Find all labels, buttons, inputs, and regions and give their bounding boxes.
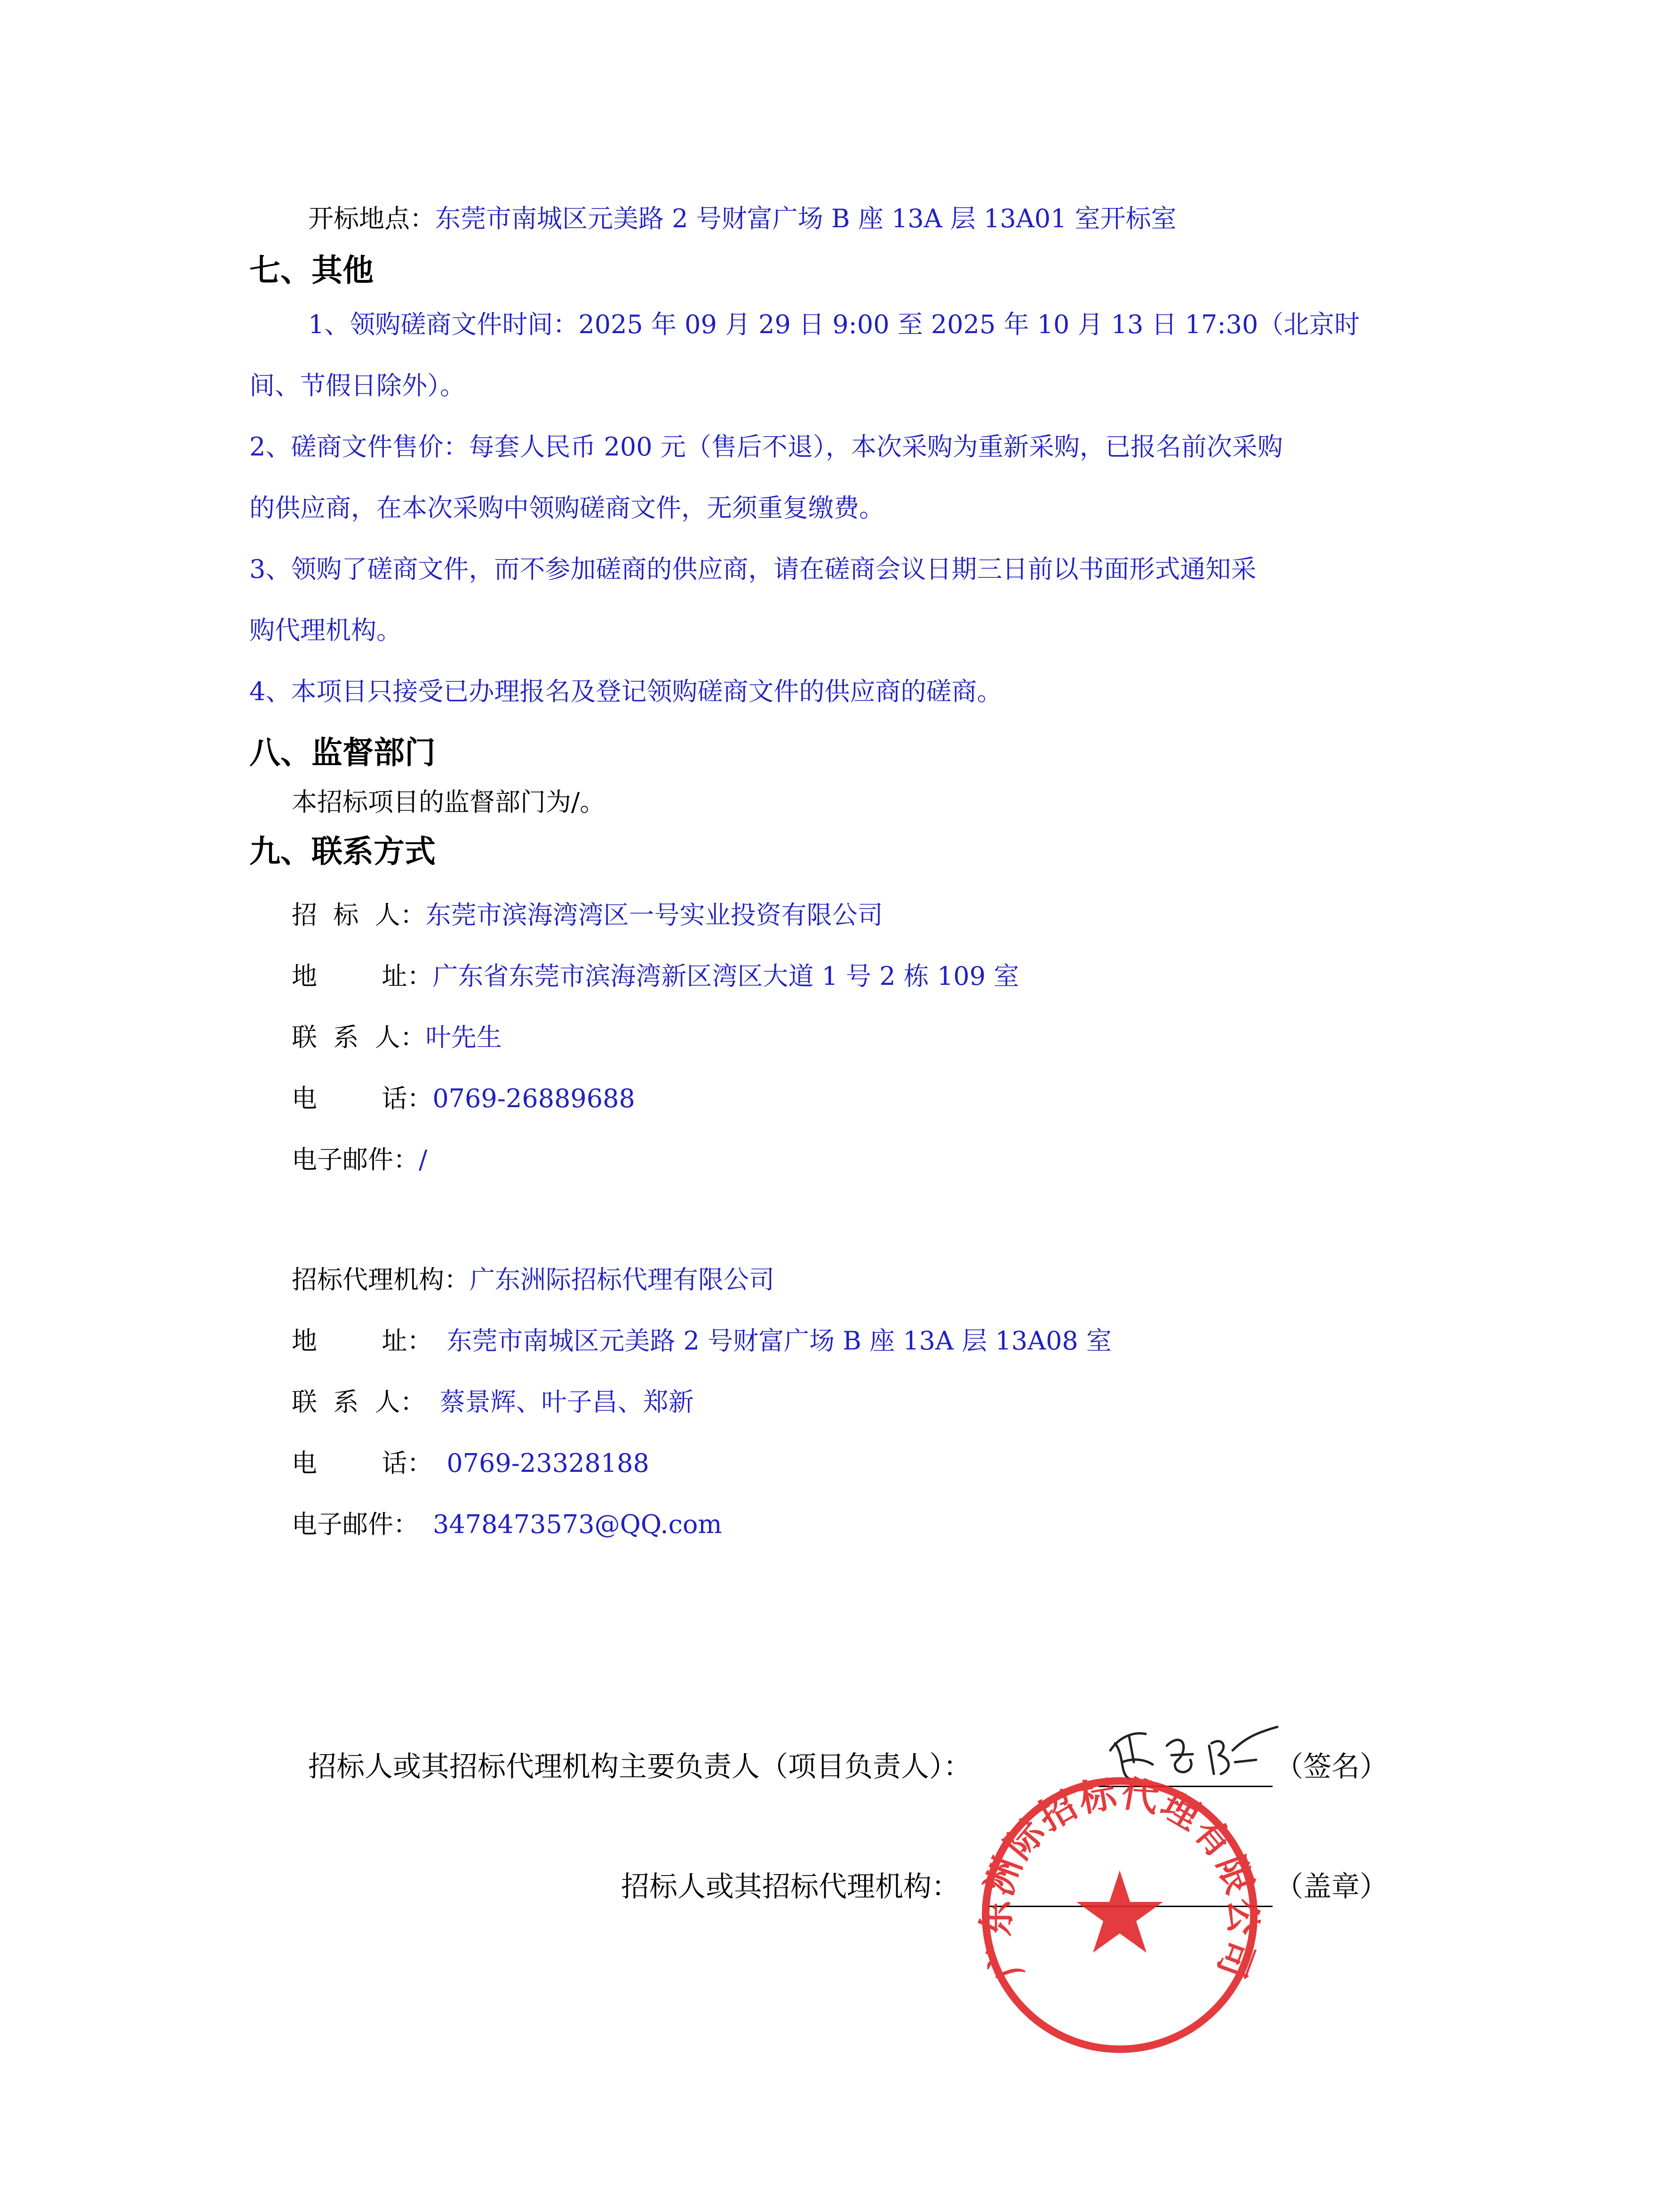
tenderer-name-label: 招 标 人：: [292, 900, 426, 930]
signature-line-1-suffix: （签名）: [1275, 1750, 1388, 1783]
agency-name: 广东洲际招标代理有限公司: [470, 1265, 774, 1294]
agency-name-row: [292, 1263, 774, 1296]
section-7-item-3-line-2: 购代理机构。: [249, 615, 402, 645]
section-8-text: 本招标项目的监督部门为/。: [292, 787, 605, 817]
tenderer-email: /: [419, 1145, 428, 1174]
seal-star-icon: [1076, 1870, 1163, 1953]
agency-phone-label: 电 话：: [292, 1448, 433, 1478]
tenderer-email-label: 电子邮件：: [292, 1145, 419, 1174]
section-7-item-3-line-1: 3、领购了磋商文件，而不参加磋商的供应商，请在磋商会议日期三日前以书面形式通知采: [249, 554, 1257, 584]
tenderer-name-row: [292, 899, 883, 932]
agency-address: 东莞市南城区元美路 2 号财富广场 B 座 13A 层 13A08 室: [446, 1326, 1112, 1356]
tenderer-phone-row: [292, 1082, 635, 1115]
agency-contact: 蔡景辉、叶子昌、郑新: [439, 1387, 694, 1417]
opening-location-value: 东莞市南城区元美路 2 号财富广场 B 座 13A 层 13A01 室开标室: [435, 204, 1177, 233]
section-7-item-1-line-1: 1、领购磋商文件时间：2025 年 09 月 29 日 9:00 至 2025 年 10 月 13 日 17:30（北京时: [308, 310, 1360, 339]
tenderer-contact: 叶先生: [425, 1022, 502, 1052]
section-7-heading: 七、其他: [249, 252, 374, 288]
agency-phone-row: [292, 1447, 649, 1480]
seal-text: 广东洲际招标代理有限公司: [975, 1772, 1264, 1985]
section-8-heading: 八、监督部门: [249, 735, 436, 771]
tenderer-phone: 0769-26889688: [432, 1084, 635, 1113]
tenderer-contact-label: 联 系 人：: [292, 1022, 426, 1052]
agency-email: 3478473573@QQ.com: [433, 1509, 722, 1539]
agency-address-row: [292, 1325, 1112, 1358]
tenderer-address-row: [292, 960, 1019, 993]
section-7-item-2-line-1: 2、磋商文件售价：每套人民币 200 元（售后不退），本次采购为重新采购，已报名前次采购: [249, 432, 1283, 462]
opening-location-label: 开标地点：: [308, 204, 435, 233]
tenderer-address-label: 地 址：: [292, 961, 433, 991]
tenderer-name: 东莞市滨海湾湾区一号实业投资有限公司: [425, 900, 883, 930]
company-seal: [975, 1772, 1264, 2056]
agency-phone: 0769-23328188: [446, 1448, 649, 1478]
section-7-item-1-line-2: 间、节假日除外）。: [249, 371, 465, 400]
signature-line-1-label: 招标人或其招标代理机构主要负责人（项目负责人）：: [308, 1750, 972, 1783]
tenderer-contact-row: [292, 1021, 502, 1054]
agency-contact-row: [292, 1386, 694, 1419]
tenderer-email-row: [292, 1143, 427, 1176]
tenderer-phone-label: 电 话：: [292, 1084, 433, 1113]
opening-location-row: [308, 202, 1177, 235]
agency-address-label: 地 址：: [292, 1326, 433, 1356]
agency-contact-label: 联 系 人：: [292, 1387, 426, 1417]
tenderer-address: 广东省东莞市滨海湾新区湾区大道 1 号 2 栋 109 室: [432, 961, 1020, 991]
section-7-item-2-line-2: 的供应商，在本次采购中领购磋商文件，无须重复缴费。: [249, 493, 884, 523]
signature-line-2-label: 招标人或其招标代理机构：: [621, 1870, 960, 1903]
signature-line-2-suffix: （盖章）: [1275, 1870, 1388, 1903]
agency-name-label: 招标代理机构：: [292, 1265, 470, 1294]
section-7-item-4: 4、本项目只接受已办理报名及登记领购磋商文件的供应商的磋商。: [249, 677, 1003, 706]
agency-email-row: [292, 1508, 722, 1541]
agency-email-label: 电子邮件：: [292, 1509, 419, 1539]
section-9-heading: 九、联系方式: [249, 833, 436, 870]
